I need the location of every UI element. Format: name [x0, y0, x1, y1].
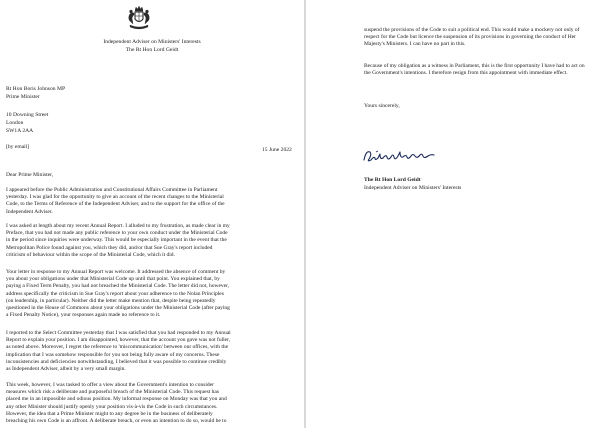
text-line: as noted above. Moreover, I regret the reference to 'miscommunication' between our offices, with the: [6, 344, 229, 351]
text-line: This week, however, I was tasked to offer a view about the Government's intention to consider: [6, 382, 214, 388]
letterhead-name: The Rt Hon Lord Geidt: [125, 47, 179, 53]
text-line: a Fixed Penalty Notice), your responses again made no reference to it.: [6, 312, 161, 319]
text-line: Your letter in response to my Annual Report was welcome. It addressed the absence of comment by: [6, 269, 226, 275]
text-line: suspend the provisions of the Code to suit a political end. This would make a mockery not only of: [364, 27, 580, 33]
handwritten-signature: [360, 144, 440, 168]
text-line: Code, to the Terms of Reference of the Independent Adviser, and to the support for the office of the: [6, 201, 225, 208]
text-line: respect for the Code but licence the suspension of its provisions in governing the conduct of Her: [364, 34, 577, 41]
recipient-postcode: SW1A 2AA: [6, 128, 34, 134]
signatory-title: Independent Adviser on Ministers' Interests: [364, 185, 462, 191]
text-line: placed me in an impossible and odious position. My informal response on Monday was that you and: [6, 396, 227, 403]
text-line: breaching his own Code is an affront. A deliberate breach, or even an intention to do so, would be to: [6, 418, 227, 425]
text-line: paying a Fixed Term Penalty, you had not breached the Ministerial Code. The letter did not, however,: [6, 283, 230, 290]
text-line: (on leadership, in particular). Neither did the letter make mention that, despite being repeatedly: [6, 297, 216, 304]
text-line: yesterday. I was glad for the opportunity to give an account of the recent changes to the Ministerial: [6, 194, 224, 201]
recipient-name: Rt Hon Boris Johnson MP: [6, 86, 66, 92]
text-line: Independent Adviser.: [6, 208, 53, 215]
recipient-title: Prime Minister: [6, 94, 40, 100]
text-line: Report to explain your position. I am disappointed, however, that the account you gave was not fuller,: [6, 337, 231, 344]
text-line: criticism of behaviour within the scope of the Ministerial Code, which it did.: [6, 251, 175, 258]
text-line: Metropolitan Police found against you, which they did, and/or that Sue Gray's report included: [6, 244, 213, 251]
signatory-name: The Rt Hon Lord Geidt: [364, 177, 421, 183]
text-line: as Independent Adviser, albeit by a very small margin.: [6, 366, 126, 373]
recipient-address-line-1: 10 Downing Street: [6, 112, 49, 118]
closing: Yours sincerely,: [364, 103, 400, 109]
salutation: Dear Prime Minister,: [6, 172, 54, 178]
text-line: Majesty's Ministers. I can have no part in this.: [364, 41, 466, 48]
letter-date: 15 June 2022: [262, 147, 292, 153]
text-line: inconsistencies and deficiencies notwithstanding, I believed that it was possible to continue credibly: [6, 358, 227, 365]
text-line: measures which risk a deliberate and purposeful breach of the Ministerial Code. This request has: [6, 389, 219, 396]
letter-page-2: [306, 0, 614, 428]
paragraph-1: [6, 187, 292, 216]
paragraph-3: [6, 269, 292, 319]
recipient-address-line-2: London: [6, 120, 24, 126]
letterhead-office: Independent Adviser on Ministers' Interests: [103, 39, 201, 45]
text-line: Preface, that you had not made any public reference to your own conduct under the Ministerial Code: [6, 230, 228, 237]
text-line: Because of my obligation as a witness in Parliament, this is the first opportunity I have had to act on: [364, 63, 585, 69]
paragraph-7: [364, 63, 610, 77]
paragraph-4: [6, 330, 292, 373]
text-line: I was asked at length about my recent Annual Report. I alluded to my frustration, as made clear in my: [6, 223, 230, 229]
text-line: implication that I was somehow responsible for you not being fully aware of my concerns. These: [6, 351, 220, 358]
text-line: questioned in the House of Commons about your obligations under the Ministerial Code (after paying: [6, 305, 230, 312]
text-line: the Government's intentions. I therefore resign from this appointment with immediate effect.: [364, 70, 568, 77]
text-line: I reported to the Select Committee yesterday that I was satisfied that you had responded to my Annual: [6, 330, 231, 336]
paragraph-5: [6, 382, 292, 425]
text-line: address specifically the criticism in Sue Gray's report about your adherence to the Nolan Principles: [6, 290, 224, 297]
paragraph-6: [364, 27, 610, 49]
royal-coat-of-arms-icon: [124, 4, 154, 34]
text-line: However, the idea that a Prime Minister might to any degree be in the business of deliberately: [6, 410, 213, 417]
letter-page-1: [0, 0, 304, 428]
text-line: any other Minister should justify openly your position vis-à-vis the Code in such circumstances.: [6, 403, 218, 410]
text-line: you about your obligations under that Ministerial Code up until that point. You explained that, by: [6, 276, 220, 283]
delivery-method: [by email]: [6, 144, 30, 150]
text-line: I appeared before the Public Administration and Constitutional Affairs Committee in Parliament: [6, 187, 218, 193]
paragraph-2: [6, 223, 292, 259]
text-line: in the period since inquiries were underway. This would be especially important in the event that the: [6, 237, 227, 244]
